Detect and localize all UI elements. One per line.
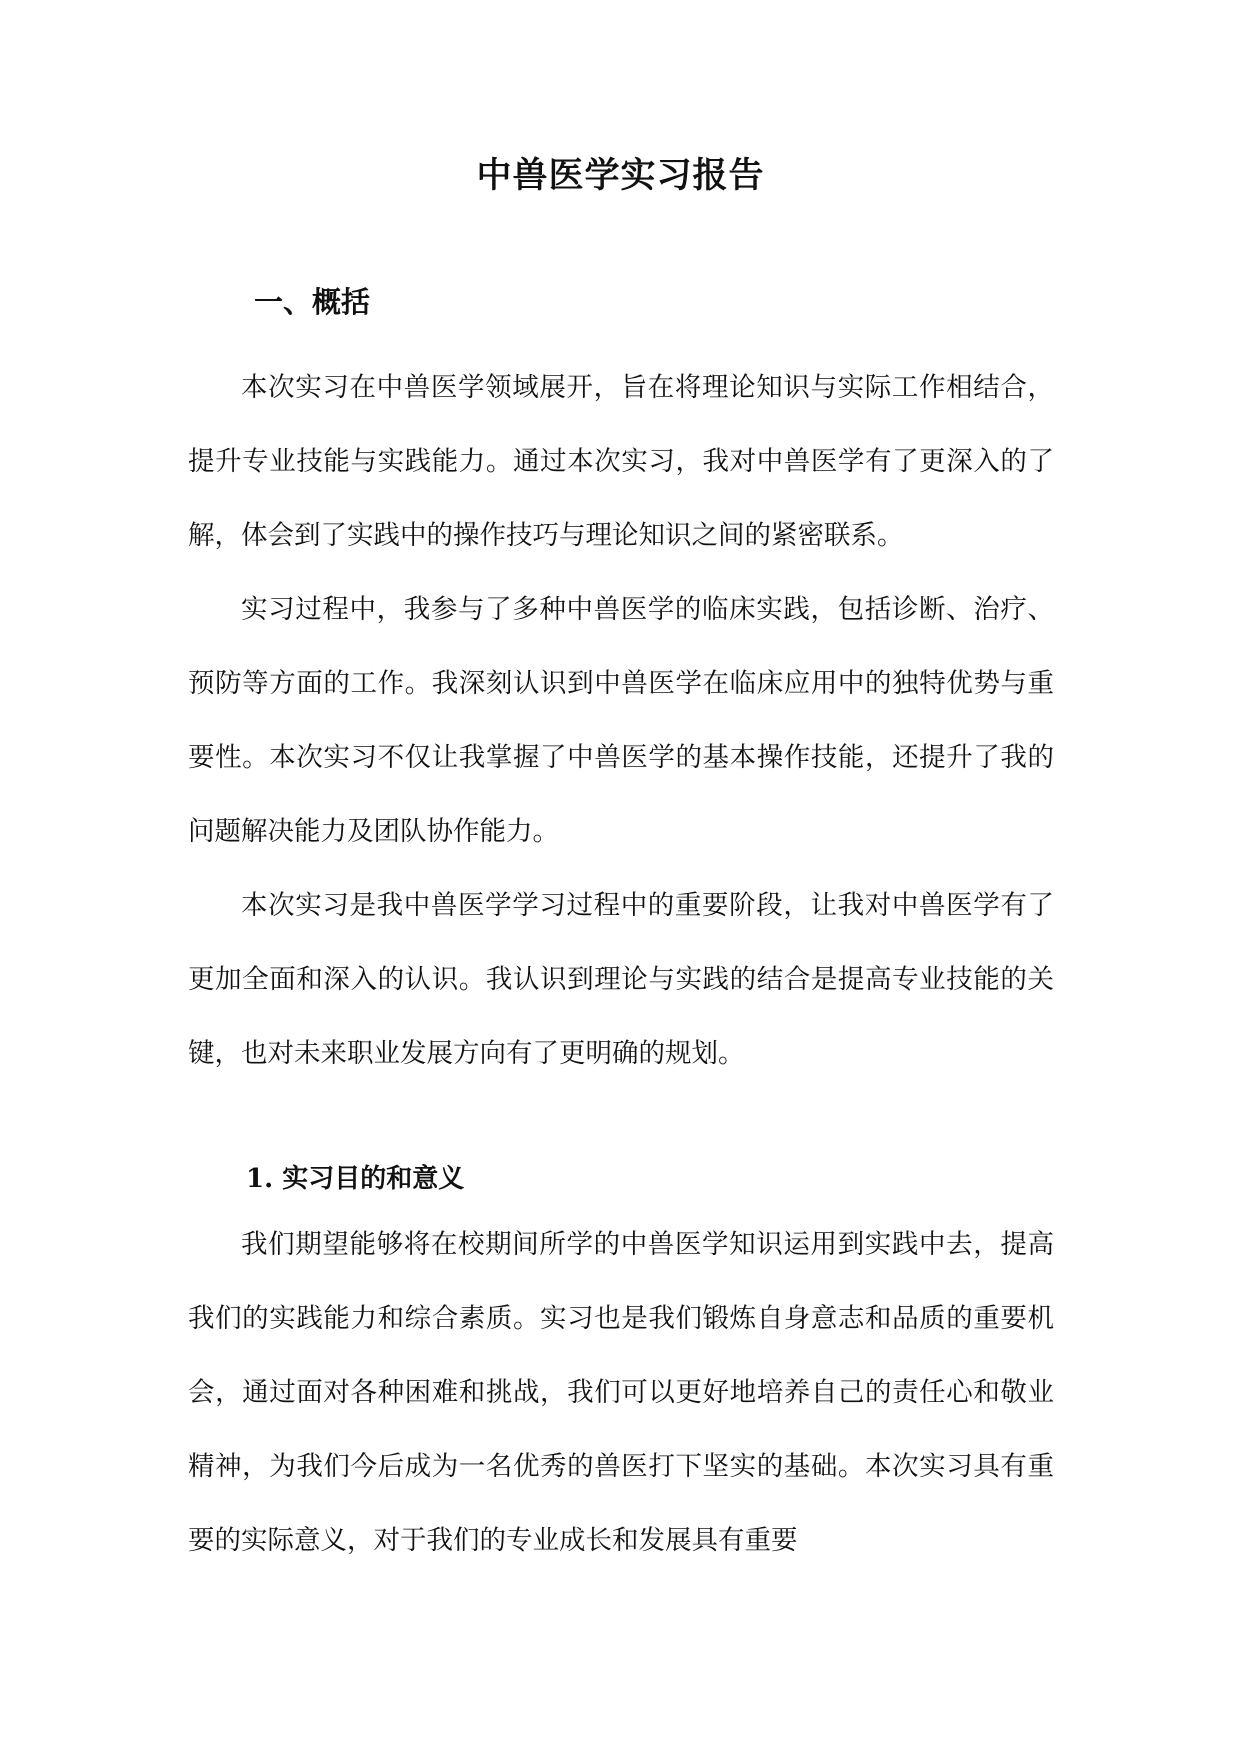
paragraph: 实习过程中，我参与了多种中兽医学的临床实践，包括诊断、治疗、预防等方面的工作。我深刻认识到中兽医学在临床应用中的独特优势与重要性。本次实习不仅让我掌握了中兽医学的基本操作技能，还提升了我的问题解决能力及团队协作能力。 [188, 594, 1054, 847]
paragraph: 本次实习在中兽医学领域展开，旨在将理论知识与实际工作相结合，提升专业技能与实践能力。通过本次实习，我对中兽医学有了更深入的了解，体会到了实践中的操作技巧与理论知识之间的紧密联系。 [188, 372, 1054, 551]
document-title: 中兽医学实习报告 [476, 155, 765, 196]
subsection-purpose-body [188, 1208, 1054, 1578]
subsection-heading-purpose: 1. 实习目的和意义 [246, 1164, 465, 1194]
paragraph: 本次实习是我中兽医学学习过程中的重要阶段，让我对中兽医学有了更加全面和深入的认识。我认识到理论与实践的结合是提高专业技能的关键，也对未来职业发展方向有了更明确的规划。 [188, 890, 1054, 1069]
section-heading-overview: 一、概括 [254, 285, 371, 319]
paragraph: 我们期望能够将在校期间所学的中兽医学知识运用到实践中去，提高我们的实践能力和综合素质。实习也是我们锻炼自身意志和品质的重要机会，通过面对各种困难和挑战，我们可以更好地培养自己的责任心和敬业精神，为我们今后成为一名优秀的兽医打下坚实的基础。本次实习具有重要的实际意义，对于我们的专业成长和发展具有重要 [188, 1229, 1054, 1556]
section-overview-body [188, 351, 1054, 1091]
